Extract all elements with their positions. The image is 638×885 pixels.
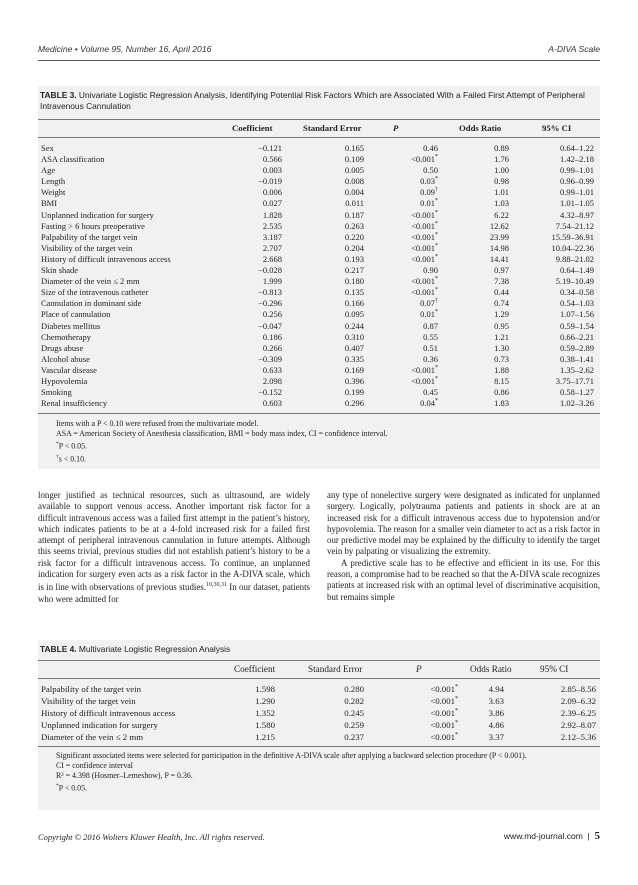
table-4-header-se: Standard Error (308, 664, 363, 674)
table-3-cell-ci: 3.75–17.71 (555, 375, 594, 386)
table-3-cell-item: Place of cannulation (41, 309, 111, 320)
table-3-cell-p: 0.51 (423, 342, 438, 353)
table-3-cell-coefficient: −0.309 (258, 353, 282, 364)
table-3-cell-or: 0.73 (494, 353, 509, 364)
table-4-cell-or: 4.86 (488, 719, 504, 730)
table-3-cell-item: Length (41, 176, 66, 187)
table-3-cell-ci: 0.38–1.41 (560, 353, 594, 364)
table-3-cell-or: 0.95 (494, 320, 509, 331)
table-3-header-or: Odds Ratio (459, 123, 502, 133)
table-3-cell-coefficient: 2.707 (262, 242, 282, 253)
table-3-header-coefficient: Coefficient (232, 123, 273, 133)
table-3-cell-ci: 9.88–21.02 (555, 253, 594, 264)
table-3-cell-or: 1.30 (494, 342, 509, 353)
body-left-paragraph: longer justified as technical resources, such as ultrasound, are widely available to support venous access. Another important risk factor for a difficult intravenous access was a failed first attempt in the patient’s history, which indicates patients to be at a 4-fold increased risk for a failed first attempt of peripheral intravenous cannulation in future attempts. Although this seems trivial, previous studies did not establish patient’s history to be a risk factor for a difficult intravenous access. To continue, an unplanned indication for surgery even acts as a risk factor in the A-DIVA scale, which is in line with observations of previous studies.$^{10,30,31}$ In our dataset, patients who were admitted for (38, 490, 311, 604)
table-3-cell-item: History of difficult intravenous access (41, 253, 171, 264)
table-3-cell-ci: 1.35–2.62 (560, 364, 594, 375)
table-3-cell-coefficient: 1.999 (262, 276, 282, 287)
table-row (38, 343, 600, 354)
table-3-cell-item: Diameter of the vein ≤ 2 mm (41, 276, 140, 287)
table-3-cell-item: Weight (41, 187, 66, 198)
table-3-cell-se: 0.180 (344, 276, 364, 287)
table-4-header-p: P (416, 664, 422, 674)
table-4-cell-or: 3.63 (488, 695, 504, 706)
table-3-note: ASA = American Society of Anesthesia classification, BMI = body mass index, CI = confidence interval. (56, 429, 388, 438)
page-number: 5 (594, 830, 600, 842)
table-4-cell-ci: 2.92–8.07 (560, 719, 596, 730)
table-3-cell-coefficient: 0.633 (262, 364, 282, 375)
table-row (38, 708, 600, 720)
table-3-label: TABLE 3. (40, 90, 77, 100)
table-3-cell-ci: 1.02–3.26 (560, 398, 594, 409)
table-3-cell-coefficient: 0.186 (262, 331, 282, 342)
table-4-cell-p: <0.001* (430, 695, 458, 706)
table-4-caption (38, 640, 600, 655)
footer-copyright: Copyright © 2016 Wolters Kluwer Health, Inc. All rights reserved. (38, 832, 265, 842)
table-3-cell-item: Diabetes mellitus (41, 320, 101, 331)
table-4-cell-p: <0.001* (430, 707, 458, 718)
table-row (38, 232, 600, 243)
table-4-cell-se: 0.259 (344, 719, 364, 730)
table-3-cell-or: 0.44 (494, 287, 509, 298)
table-row (38, 376, 600, 387)
table-3-cell-ci: 0.64–1.49 (560, 265, 594, 276)
table-3-cell-ci: 4.32–8.97 (560, 209, 594, 220)
table-3-cell-p: <0.001* (411, 375, 438, 386)
table-4-header-coefficient: Coefficient (234, 664, 276, 674)
table-3-cell-p: 0.46 (423, 143, 438, 153)
table-4-bottom-rule (38, 746, 600, 747)
table-3-bottom-rule (38, 413, 600, 414)
table-row (38, 165, 600, 176)
table-4-cell-se: 0.237 (344, 731, 364, 742)
table-3-cell-coefficient: 0.006 (262, 187, 282, 198)
table-3-top-rule (38, 119, 600, 120)
table-3-cell-item: Size of the intravenous catheter (41, 287, 149, 298)
table-row (38, 243, 600, 254)
table-3-cell-item: Smoking (41, 387, 72, 398)
table-3-cell-se: 0.187 (344, 209, 364, 220)
table-3-cell-or: 1.03 (494, 198, 509, 209)
body-right-column (327, 490, 600, 603)
table-3-cell-coefficient: −0.121 (258, 143, 282, 153)
table-3-cell-se: 0.005 (344, 165, 364, 176)
table-3-cell-coefficient: 0.266 (262, 342, 282, 353)
table-3-cell-ci: 0.99–1.01 (560, 187, 594, 198)
table-3-cell-or: 0.74 (494, 298, 509, 309)
table-4-cell-se: 0.282 (344, 695, 364, 706)
body-right-paragraph-1: any type of nonelective surgery were designated as indicated for unplanned surgery. Logically, polytrauma patients and patients in shock are at an increased risk for a difficult intravenous access due to hypotension and/or hypovolemia. The reason for a smaller vein diameter to act as a risk factor in our predictive model may be explained by the difficulty to identify the target vein by palpating or visualizing the extremity. (327, 490, 600, 557)
table-3-cell-p: 0.36 (423, 353, 438, 364)
table-3-cell-se: 0.193 (344, 253, 364, 264)
table-row (38, 398, 600, 409)
table-3-cell-se: 0.204 (344, 242, 364, 253)
table-row (38, 198, 600, 209)
table-3-cell-p: <0.001* (411, 209, 438, 220)
table-3-note: †s < 0.10. (56, 453, 86, 464)
table-3-cell-ci: 1.07–1.56 (560, 309, 594, 320)
table-3-cell-ci: 1.42–2.18 (560, 154, 594, 165)
table-3-cell-coefficient: −0.047 (258, 320, 282, 331)
table-3-cell-p: 0.04* (420, 398, 438, 409)
table-3-cell-coefficient: 3.187 (262, 231, 282, 242)
table-3-cell-or: 1.88 (494, 364, 509, 375)
table-3-cell-p: <0.001* (411, 287, 438, 298)
table-3-cell-ci: 0.59–2.89 (560, 342, 594, 353)
table-3-cell-coefficient: −0.019 (258, 176, 282, 187)
table-row (38, 332, 600, 343)
table-row (38, 143, 600, 154)
table-3-cell-coefficient: −0.296 (258, 298, 282, 309)
table-4-note: R² = 4.398 (Hosmer–Lemeshow), P = 0.36. (56, 771, 193, 780)
table-3-cell-coefficient: 0.003 (262, 165, 282, 176)
table-3-cell-se: 0.135 (344, 287, 364, 298)
table-3-header-se: Standard Error (303, 123, 362, 133)
table-4-note: *P < 0.05. (56, 783, 88, 793)
table-3-cell-item: Chemotherapy (41, 331, 92, 342)
table-row (38, 354, 600, 365)
table-4-label: TABLE 4. (40, 644, 77, 654)
table-3-cell-coefficient: 0.027 (262, 198, 282, 209)
table-4-cell-p: <0.001* (430, 731, 458, 742)
table-4 (38, 640, 600, 810)
table-row (38, 298, 600, 309)
table-3-cell-ci: 0.99–1.01 (560, 165, 594, 176)
table-3-cell-item: Skin shade (41, 265, 79, 276)
table-4-cell-item: Diameter of the vein ≤ 2 mm (41, 731, 144, 742)
table-row (38, 684, 600, 696)
table-4-cell-ci: 2.12–5.36 (560, 731, 596, 742)
table-3 (38, 86, 600, 469)
table-3-cell-coefficient: 2.668 (262, 253, 282, 264)
table-3-cell-coefficient: 2.535 (262, 220, 282, 231)
table-3-cell-or: 1.76 (494, 154, 509, 165)
table-3-cell-or: 12.62 (489, 220, 509, 231)
table-3-cell-ci: 1.01–1.05 (560, 198, 594, 209)
table-3-cell-ci: 0.96–0.99 (560, 176, 594, 187)
table-4-header-or: Odds Ratio (470, 664, 512, 674)
table-3-header-p: P (393, 123, 399, 133)
header-rule (38, 60, 600, 61)
table-3-cell-or: 1.29 (494, 309, 509, 320)
table-3-cell-p: 0.07† (420, 298, 438, 309)
table-3-cell-item: Alcohol abuse (41, 353, 90, 364)
table-3-cell-coefficient: 0.566 (262, 154, 282, 165)
table-4-cell-coefficient: 1.290 (255, 695, 275, 706)
table-3-cell-coefficient: 0.256 (262, 309, 282, 320)
table-3-cell-item: Vascular disease (41, 364, 97, 375)
running-head-journal: Medicine • Volume 95, Number 16, April 2016 (38, 44, 212, 54)
table-3-cell-se: 0.335 (344, 353, 364, 364)
table-3-cell-se: 0.166 (344, 298, 364, 309)
table-row (38, 309, 600, 320)
table-3-cell-p: 0.09† (420, 187, 438, 198)
table-3-cell-ci: 7.54–21.12 (555, 220, 594, 231)
table-3-cell-se: 0.199 (344, 387, 364, 398)
table-3-cell-coefficient: 1.828 (262, 209, 282, 220)
table-3-cell-item: ASA classification (41, 154, 105, 165)
table-row (38, 696, 600, 708)
table-3-cell-coefficient: −0.152 (258, 387, 282, 398)
table-3-cell-or: 0.97 (494, 265, 509, 276)
table-3-cell-se: 0.095 (344, 309, 364, 320)
table-3-cell-p: <0.001* (411, 231, 438, 242)
table-3-cell-or: 0.86 (494, 387, 509, 398)
table-3-cell-or: 1.83 (494, 398, 509, 409)
table-3-header-ci: 95% CI (542, 123, 572, 133)
table-3-cell-item: Sex (41, 143, 54, 153)
table-3-cell-item: Visibility of the target vein (41, 242, 133, 253)
table-4-notes (56, 751, 592, 794)
table-4-cell-p: <0.001* (430, 684, 458, 694)
table-3-cell-ci: 0.64–1.22 (560, 143, 594, 153)
table-3-cell-coefficient: 2.098 (262, 375, 282, 386)
table-3-cell-item: Palpability of the target vein (41, 231, 138, 242)
table-3-cell-p: 0.90 (423, 265, 438, 276)
table-3-cell-se: 0.310 (344, 331, 364, 342)
table-row (38, 720, 600, 732)
table-3-cell-or: 1.00 (494, 165, 509, 176)
table-3-cell-p: 0.01* (420, 309, 438, 320)
table-row (38, 321, 600, 332)
table-row (38, 254, 600, 265)
table-3-cell-p: 0.50 (423, 165, 438, 176)
table-3-header-rule (38, 137, 600, 138)
table-4-cell-coefficient: 1.215 (255, 731, 275, 742)
table-4-header-rule (38, 678, 600, 679)
table-3-notes (56, 419, 592, 464)
table-4-cell-item: Visibility of the target vein (41, 695, 136, 706)
table-4-cell-ci: 2.85–8.56 (560, 684, 596, 694)
table-3-cell-item: BMI (41, 198, 58, 209)
table-3-cell-p: 0.01* (420, 198, 438, 209)
table-3-body (38, 143, 600, 409)
running-head-title: A-DIVA Scale (548, 44, 600, 54)
table-row (38, 265, 600, 276)
citation-superscript[interactable]: 10,30,31 (205, 582, 227, 589)
table-3-note: *P < 0.05. (56, 441, 88, 451)
table-3-caption (38, 86, 600, 112)
table-4-cell-or: 3.37 (488, 731, 504, 742)
table-3-cell-item: Unplanned indication for surgery (41, 209, 154, 220)
table-4-cell-coefficient: 1.598 (255, 684, 275, 694)
table-row (38, 387, 600, 398)
table-3-cell-or: 23.99 (489, 231, 509, 242)
table-row (38, 210, 600, 221)
table-4-cell-coefficient: 1.352 (255, 707, 275, 718)
footer-url[interactable]: www.md-journal.com (503, 831, 583, 841)
table-3-cell-se: 0.011 (345, 198, 364, 209)
table-4-cell-coefficient: 1.580 (255, 719, 275, 730)
table-3-cell-p: <0.001* (411, 220, 438, 231)
table-4-body (38, 684, 600, 743)
table-3-cell-item: Cannulation in dominant side (41, 298, 142, 309)
table-3-cell-se: 0.169 (344, 364, 364, 375)
table-row (38, 276, 600, 287)
table-4-cell-item: Palpability of the target vein (41, 684, 142, 694)
table-3-cell-se: 0.217 (344, 265, 364, 276)
table-3-cell-se: 0.407 (344, 342, 364, 353)
table-3-cell-ci: 5.19–10.49 (555, 276, 594, 287)
table-3-cell-or: 0.98 (494, 176, 509, 187)
table-row (38, 187, 600, 198)
body-left-column (38, 490, 310, 605)
table-3-cell-item: Fasting > 6 hours preoperative (41, 220, 145, 231)
table-3-cell-se: 0.165 (344, 143, 364, 153)
table-4-cell-p: <0.001* (430, 719, 458, 730)
table-3-cell-se: 0.008 (344, 176, 364, 187)
table-row (38, 732, 600, 744)
table-4-note: Significant associated items were selected for participation in the definitive A-DIVA scale after applying a backward selection procedure (P < 0.001). (56, 751, 527, 760)
table-4-cell-item: History of difficult intravenous access (41, 707, 176, 718)
table-row (38, 287, 600, 298)
table-3-cell-ci: 0.59–1.54 (560, 320, 594, 331)
table-3-cell-se: 0.396 (344, 375, 364, 386)
table-4-cell-ci: 2.39–6.25 (560, 707, 596, 718)
table-3-cell-coefficient: −0.028 (258, 265, 282, 276)
table-3-cell-p: 0.03* (420, 176, 438, 187)
running-head (38, 44, 600, 58)
table-3-cell-ci: 10.04–22.36 (551, 242, 594, 253)
table-row (38, 154, 600, 165)
table-3-cell-se: 0.244 (344, 320, 364, 331)
table-4-caption-text: Multivariate Logistic Regression Analysis (76, 644, 231, 654)
table-3-cell-se: 0.263 (344, 220, 364, 231)
table-3-cell-p: 0.55 (423, 331, 438, 342)
table-3-cell-se: 0.109 (344, 154, 364, 165)
table-3-cell-ci: 0.54–1.03 (560, 298, 594, 309)
table-3-cell-ci: 0.34–0.58 (560, 287, 594, 298)
table-3-cell-ci: 0.66–2.21 (560, 331, 594, 342)
table-4-note: CI = confidence interval (56, 761, 133, 770)
table-3-cell-p: <0.001* (411, 154, 438, 165)
table-3-cell-se: 0.220 (344, 231, 364, 242)
table-3-cell-p: <0.001* (411, 242, 438, 253)
table-4-cell-or: 4.94 (488, 684, 504, 694)
table-3-cell-item: Renal insufficiency (41, 398, 108, 409)
table-3-cell-or: 1.21 (494, 331, 509, 342)
footer-right (504, 830, 600, 842)
table-row (38, 221, 600, 232)
table-3-cell-se: 0.296 (344, 398, 364, 409)
table-3-cell-or: 7.38 (494, 276, 509, 287)
page-footer (38, 832, 600, 846)
table-3-cell-or: 14.41 (489, 253, 509, 264)
table-4-cell-se: 0.245 (344, 707, 364, 718)
table-3-cell-se: 0.004 (344, 187, 364, 198)
table-3-cell-coefficient: −0.813 (258, 287, 282, 298)
table-3-caption-text: Univariate Logistic Regression Analysis, Identifying Potential Risk Factors Which are Associated With a Failed First Attempt of Peripheral Intravenous Cannulation (40, 90, 585, 111)
table-row (38, 176, 600, 187)
table-3-cell-or: 8.15 (494, 375, 509, 386)
table-4-cell-ci: 2.09–6.32 (560, 695, 596, 706)
table-3-cell-p: 0.45 (423, 387, 438, 398)
table-3-cell-or: 0.89 (494, 143, 509, 153)
table-3-cell-ci: 15.59–36.91 (551, 231, 594, 242)
table-4-cell-or: 3.86 (488, 707, 504, 718)
table-3-cell-p: 0.87 (423, 320, 438, 331)
table-3-cell-item: Age (41, 165, 56, 176)
table-3-cell-item: Hypovolemia (41, 375, 88, 386)
table-3-cell-p: <0.001* (411, 276, 438, 287)
table-3-cell-or: 14.98 (489, 242, 509, 253)
table-3-cell-p: <0.001* (411, 364, 438, 375)
table-3-cell-coefficient: 0.603 (262, 398, 282, 409)
table-4-header-ci: 95% CI (540, 664, 569, 674)
table-4-cell-se: 0.280 (344, 684, 364, 694)
body-right-paragraph-2: A predictive scale has to be effective and efficient in its use. For this reason, a compromise had to be reached so that the A-DIVA scale recognizes patients at increased risk with an optimal level of discriminative acquisition, but remains simple (327, 557, 600, 602)
footer-separator: | (587, 831, 590, 841)
table-3-cell-or: 6.22 (494, 209, 509, 220)
table-3-cell-p: <0.001* (411, 253, 438, 264)
table-4-top-rule (38, 660, 600, 661)
table-row (38, 365, 600, 376)
table-4-cell-item: Unplanned indication for surgery (41, 719, 158, 730)
table-3-cell-ci: 0.58–1.27 (560, 387, 594, 398)
table-3-cell-or: 1.01 (494, 187, 509, 198)
table-3-note: Items with a P < 0.10 were refused from the multivariate model. (56, 419, 259, 428)
table-3-cell-item: Drugs abuse (41, 342, 84, 353)
